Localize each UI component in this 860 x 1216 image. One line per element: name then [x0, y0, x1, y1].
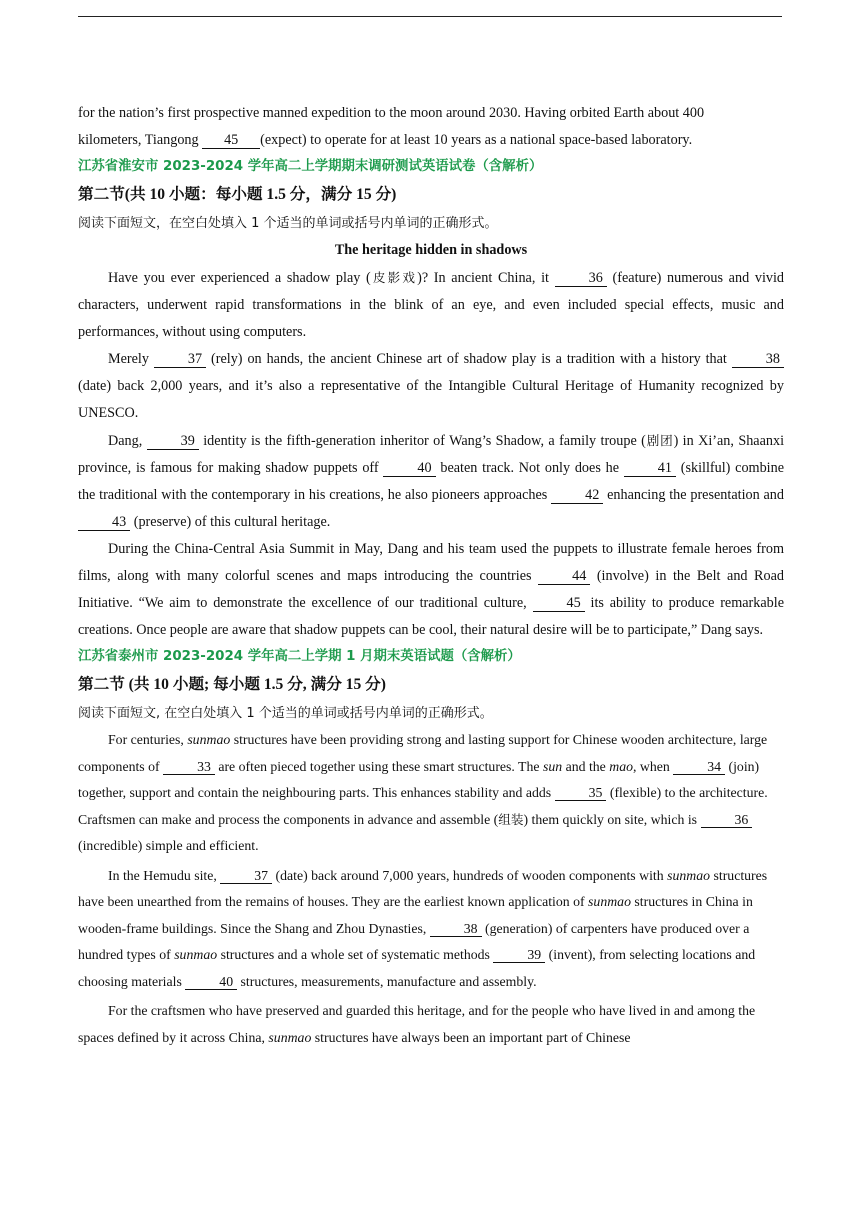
blank-38[interactable]: 38: [430, 922, 482, 937]
blank-39[interactable]: 39: [147, 434, 199, 450]
blank-36[interactable]: 36: [701, 813, 753, 828]
paragraph: In the Hemudu site, 37 (date) back around 7,000 years, hundreds of wooden components with sunmao structures have been unearthed from the remains of houses. They are the earliest known application of sunmao structures in China in wooden-frame buildings. Since the Shang and Zhou Dynasties, 38 (generation) of carpenters have produced over a hundred types of sunmao structures and a whole set of systematic methods 39 (invent), from selecting locations and choosing materials 40 structures, measurements, manufacture and assembly.: [78, 867, 768, 989]
blank-39[interactable]: 39: [493, 948, 545, 963]
blank-44[interactable]: 44: [538, 569, 590, 585]
passage-title: The heritage hidden in shadows: [334, 242, 528, 258]
blank-42[interactable]: 42: [551, 488, 603, 504]
blank-34[interactable]: 34: [673, 760, 725, 775]
blank-37[interactable]: 37: [220, 869, 272, 884]
section-heading-1: 第二节(共 10 小题：每小题 1.5 分，满分 15 分): [78, 186, 397, 203]
blank-33[interactable]: 33: [163, 760, 215, 775]
paragraph: Dang, 39 identity is the fifth-generation inheritor of Wang’s Shadow, a family troupe (剧团) in Xi’an, Shaanxi province, is famous for making shadow puppets off 40 beaten track. Not only does he 41 (skillful) combine the traditional with the contemporary in his creations, he also pioneers approaches 42 enhancing the presentation and 43 (preserve) of this cultural heritage.: [78, 433, 785, 530]
blank-45[interactable]: 45: [533, 596, 585, 612]
blank-45[interactable]: 45: [202, 133, 260, 149]
passage-1: [78, 264, 784, 644]
paragraph: For centuries, sunmao structures have been providing strong and lasting support for Chinese wooden architecture, large components of 33 are often pieced together using these smart structures. The sun and the mao, when 34 (join) together, support and contain the neighbouring parts. This enhances stability and adds 35 (flexible) to the architecture. Craftsmen can make and process the components in advance and assemble (组装) them quickly on site, which is 36 (incredible) simple and efficient.: [78, 732, 768, 853]
paragraph: Merely 37 (rely) on hands, the ancient Chinese art of shadow play is a tradition with a history that 38 (date) back 2,000 years, and it’s also a representative of the Intangible Cultural Heritage of Humanity recognized by UNESCO.: [78, 351, 784, 421]
passage-2: [78, 727, 784, 1051]
page-content: [78, 100, 784, 1051]
instruction-2: 阅读下面短文, 在空白处填入 1 个适当的单词或括号内单词的正确形式。: [78, 706, 493, 721]
blank-40[interactable]: 40: [383, 461, 435, 477]
header-rule: [78, 16, 782, 17]
previous-passage-tail: [78, 100, 784, 154]
blank-35[interactable]: 35: [555, 786, 607, 801]
blank-36[interactable]: 36: [555, 271, 607, 287]
blank-40[interactable]: 40: [185, 975, 237, 990]
section-heading-2: 第二节 (共 10 小题; 每小题 1.5 分, 满分 15 分): [78, 676, 386, 693]
blank-38[interactable]: 38: [732, 352, 784, 368]
blank-41[interactable]: 41: [624, 461, 676, 477]
blank-37[interactable]: 37: [154, 352, 206, 368]
source-heading-1: 江苏省淮安市 2023-2024 学年高二上学期期末调研测试英语试卷（含解析）: [78, 159, 543, 174]
intro-line-2: kilometers, Tiangong 45 (expect) to operate for at least 10 years as a national space-based laboratory.: [78, 132, 693, 148]
paragraph: Have you ever experienced a shadow play (皮影戏)? In ancient China, it 36 (feature) numerous and vivid characters, underwent rapid transformations in the blink of an eye, and even included special effects, music and performances, without using computers.: [78, 270, 785, 340]
paragraph: During the China-Central Asia Summit in May, Dang and his team used the puppets to illustrate female heroes from films, along with many colorful scenes and maps introducing the countries 44 (involve) in the Belt and Road Initiative. “We aim to demonstrate the excellence of our traditional culture, 45 its ability to produce remarkable creations. Once people are aware that shadow puppets can be cool, their natural desire will be to participate,” Dang says.: [78, 541, 784, 638]
intro-line-1: for the nation’s first prospective manned expedition to the moon around 2030. Having orbited Earth about 400: [78, 105, 705, 121]
instruction-1: 阅读下面短文，在空白处填入 1 个适当的单词或括号内单词的正确形式。: [78, 216, 498, 231]
paragraph: For the craftsmen who have preserved and guarded this heritage, and for the people who have lived in and among the spaces defined by it across China, sunmao structures have always been an important part of Chinese: [78, 1003, 756, 1045]
source-heading-2: 江苏省泰州市 2023-2024 学年高二上学期 1 月期末英语试题（含解析）: [78, 649, 521, 664]
blank-43[interactable]: 43: [78, 515, 130, 531]
